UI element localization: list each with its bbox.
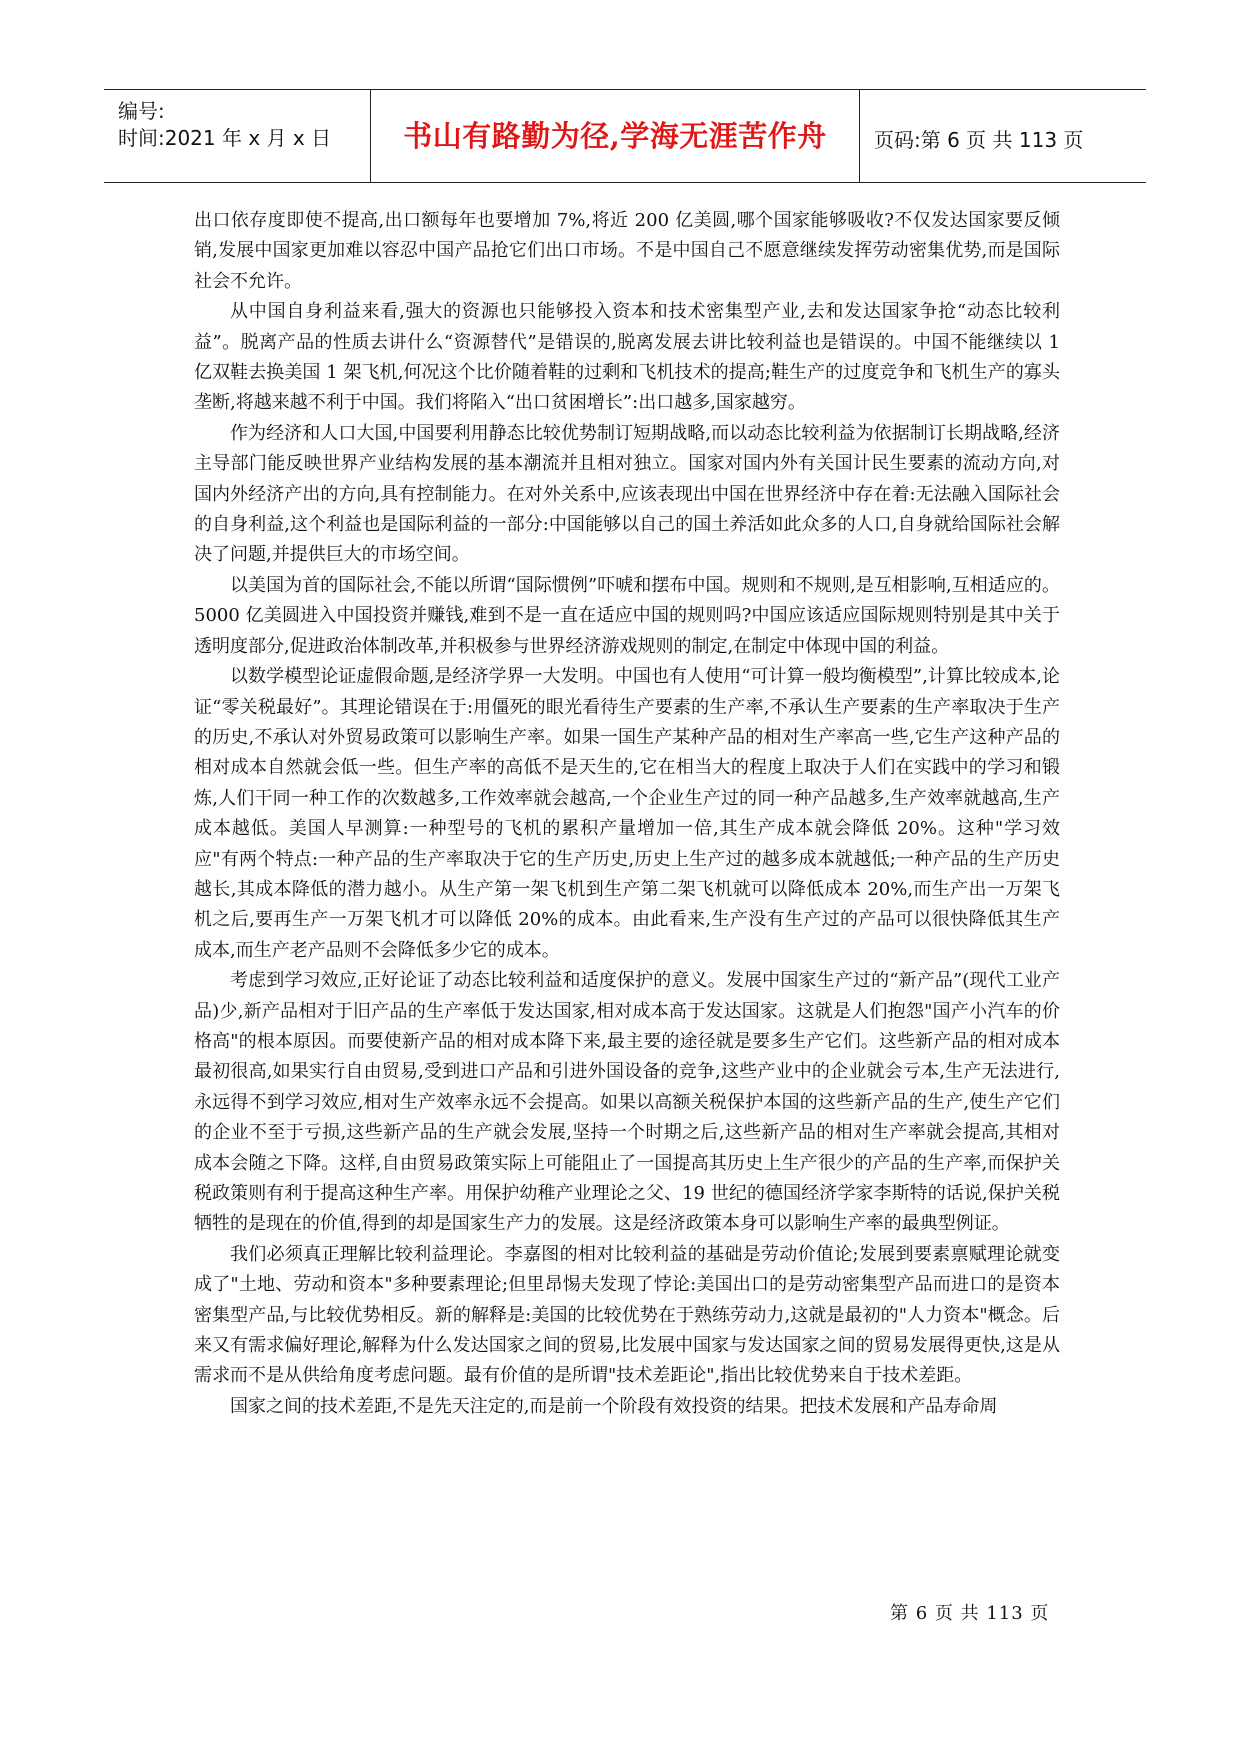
paragraph: 从中国自身利益来看,强大的资源也只能够投入资本和技术密集型产业,去和发达国家争抢“动态比较利益”。脱离产品的性质去讲什么“资源替代”是错误的,脱离发展去讲比较利益也是错误的。中国不能继续以 1 亿双鞋去换美国 1 架飞机,何况这个比价随着鞋的过剩和飞机技术的提高;鞋生产的过度竞争和飞机生产的寡头垄断,将越来越不利于中国。我们将陷入“出口贫困增长”:出口越多,国家越穷。 [194,301,1060,414]
header-motto-cell [371,90,860,182]
paragraph: 出口依存度即使不提高,出口额每年也要增加 7%,将近 200 亿美圆,哪个国家能够吸收?不仅发达国家要反倾销,发展中国家更加难以容忍中国产品抢它们出口市场。不是中国自己不愿意继续发挥劳动密集优势,而是国际社会不允许。 [194,210,1060,292]
header-page-number: 页码:第 6 页 共 113 页 [874,128,1084,152]
paragraph: 作为经济和人口大国,中国要利用静态比较优势制订短期战略,而以动态比较利益为依据制订长期战略,经济主导部门能反映世界产业结构发展的基本潮流并且相对独立。国家对国内外有关国计民生要素的流动方向,对国内外经济产出的方向,具有控制能力。在对外关系中,应该表现出中国在世界经济中存在着:无法融入国际社会的自身利益,这个利益也是国际利益的一部分:中国能够以自己的国土养活如此众多的人口,自身就给国际社会解决了问题,并提供巨大的市场空间。 [194,422,1060,566]
page-header [104,89,1146,183]
document-body [194,206,1060,1422]
paragraph: 以数学模型论证虚假命题,是经济学界一大发明。中国也有人使用“可计算一般均衡模型”,计算比较成本,论证“零关税最好”。其理论错误在于:用僵死的眼光看待生产要素的生产率,不承认生产要素的生产率取决于生产的历史,不承认对外贸易政策可以影响生产率。如果一国生产某种产品的相对生产率高一些,它生产这种产品的相对成本自然就会低一些。但生产率的高低不是天生的,它在相当大的程度上取决于人们在实践中的学习和锻炼,人们干同一种工作的次数越多,工作效率就会越高,一个企业生产过的同一种产品越多,生产效率就越高,生产成本越低。美国人早测算:一种型号的飞机的累积产量增加一倍,其生产成本就会降低 20%。这种"学习效应"有两个特点:一种产品的生产率取决于它的生产历史,历史上生产过的越多成本就越低;一种产品的生产历史越长,其成本降低的潜力越小。从生产第一架飞机到生产第二架飞机就可以降低成本 20%,而生产出一万架飞机之后,要再生产一万架飞机才可以降低 20%的成本。由此看来,生产没有生产过的产品可以很快降低其生产成本,而生产老产品则不会降低多少它的成本。 [194,666,1060,961]
paragraph: 我们必须真正理解比较利益理论。李嘉图的相对比较利益的基础是劳动价值论;发展到要素禀赋理论就变成了"土地、劳动和资本"多种要素理论;但里昂惕夫发现了悖论:美国出口的是劳动密集型产品而进口的是资本密集型产品,与比较优势相反。新的解释是:美国的比较优势在于熟练劳动力,这就是最初的"人力资本"概念。后来又有需求偏好理论,解释为什么发达国家之间的贸易,比发展中国家与发达国家之间的贸易发展得更快,这是从需求而不是从供给角度考虑问题。最有价值的是所谓"技术差距论",指出比较优势来自于技术差距。 [194,1243,1060,1387]
header-meta-cell [104,90,371,182]
header-page-cell [860,90,1146,182]
header-motto: 书山有路勤为径,学海无涯苦作舟 [403,119,827,153]
paragraph: 以美国为首的国际社会,不能以所谓“国际惯例”吓唬和摆布中国。规则和不规则,是互相影响,互相适应的。5000 亿美圆进入中国投资并赚钱,难到不是一直在适应中国的规则吗?中国应该适应国际规则特别是其中关于透明度部分,促进政治体制改革,并积极参与世界经济游戏规则的制定,在制定中体现中国的利益。 [194,574,1060,657]
paragraph: 国家之间的技术差距,不是先天注定的,而是前一个阶段有效投资的结果。把技术发展和产品寿命周 [230,1395,998,1417]
page-footer: 第 6 页 共 113 页 [890,1603,1050,1624]
paragraph: 考虑到学习效应,正好论证了动态比较利益和适度保护的意义。发展中国家生产过的“新产品”(现代工业产品)少,新产品相对于旧产品的生产率低于发达国家,相对成本高于发达国家。这就是人们抱怨"国产小汽车的价格高"的根本原因。而要使新产品的相对成本降下来,最主要的途径就是要多生产它们。这些新产品的相对成本最初很高,如果实行自由贸易,受到进口产品和引进外国设备的竞争,这些产业中的企业就会亏本,生产无法进行,永远得不到学习效应,相对生产效率永远不会提高。如果以高额关税保护本国的这些新产品的生产,使生产它们的企业不至于亏损,这些新产品的生产就会发展,坚持一个时期之后,这些新产品的相对生产率就会提高,其相对成本会随之下降。这样,自由贸易政策实际上可能阻止了一国提高其历史上生产很少的产品的生产率,而保护关税政策则有利于提高这种生产率。用保护幼稚产业理论之父、19 世纪的德国经济学家李斯特的话说,保护关税牺牲的是现在的价值,得到的却是国家生产力的发展。这是经济政策本身可以影响生产率的最典型例证。 [194,970,1060,1235]
document-code-label: 编号: [118,99,165,123]
document-time: 时间:2021 年 x 月 x 日 [118,126,332,150]
